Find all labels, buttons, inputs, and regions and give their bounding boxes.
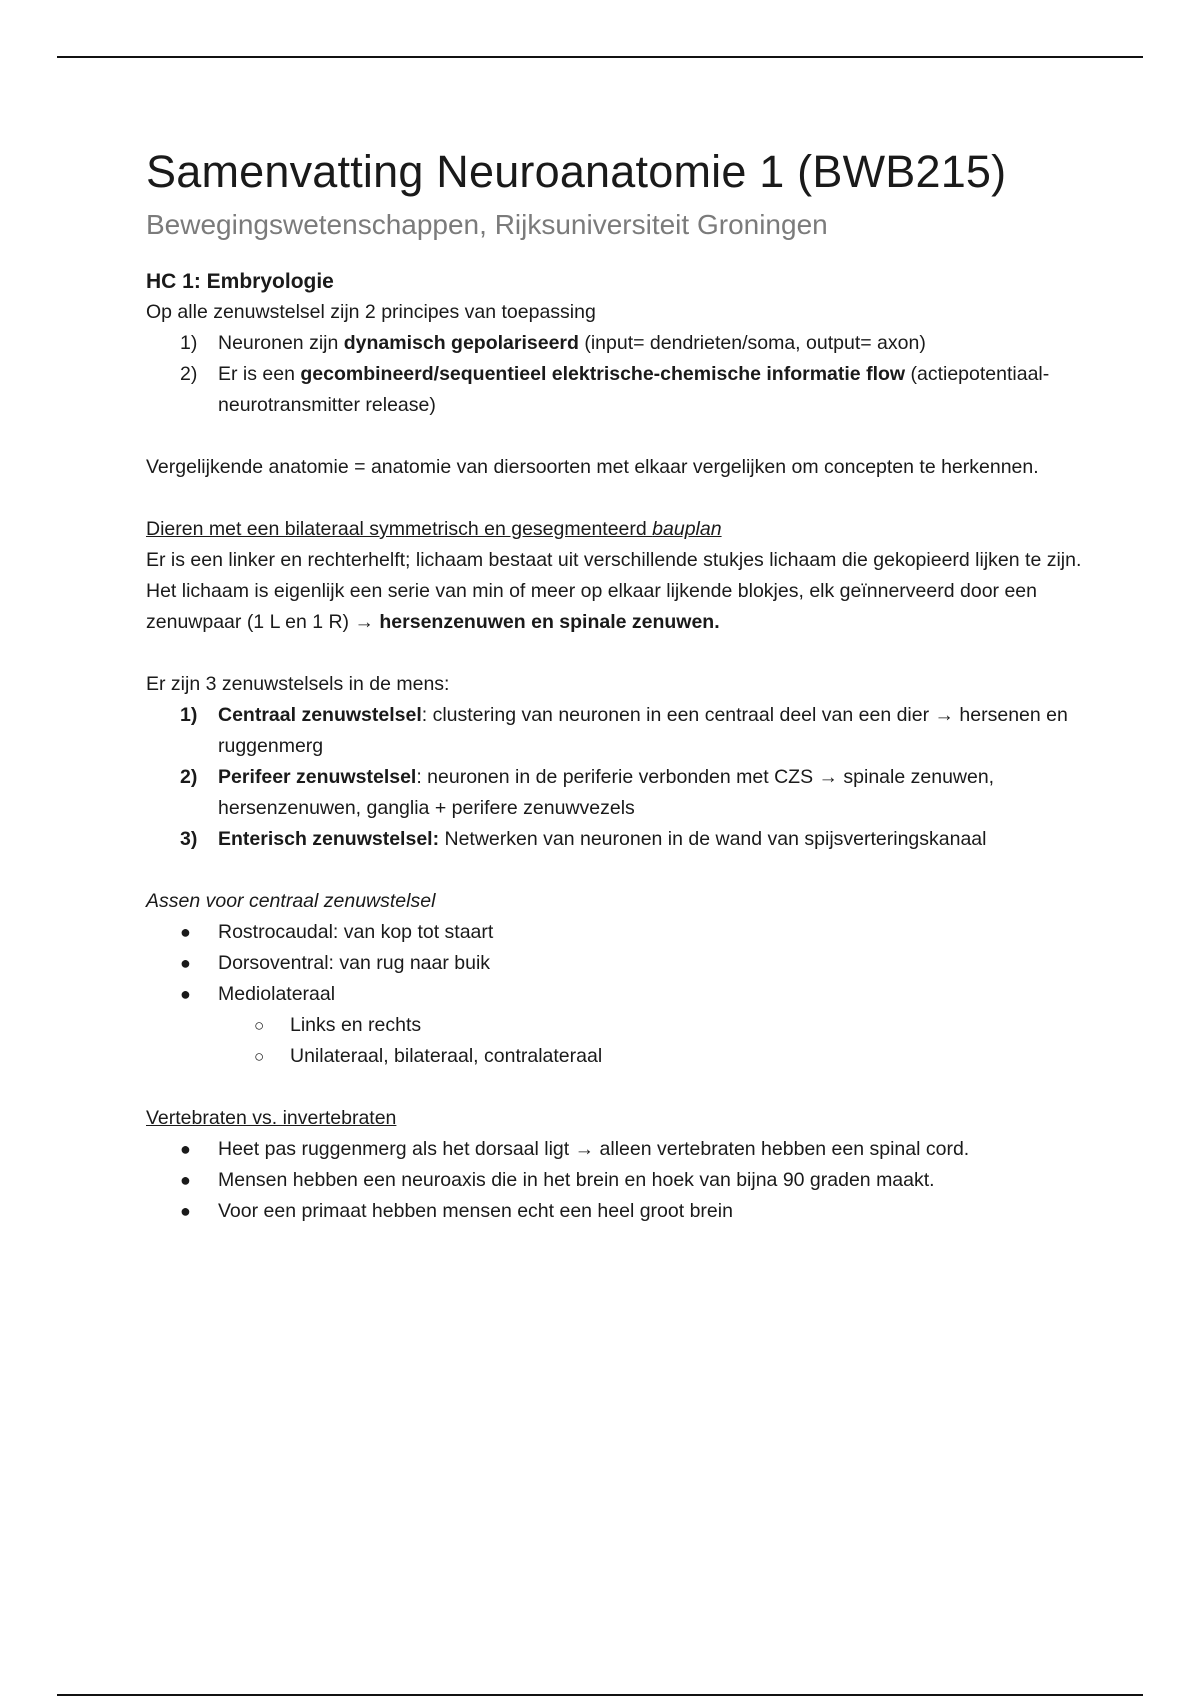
section-heading-hc1: HC 1: Embryologie (146, 270, 334, 293)
list-item (146, 1196, 1096, 1227)
spacer (146, 421, 1096, 452)
system-item (146, 762, 1096, 824)
system-desc: Netwerken van neuronen in de wand van spijsverteringskanaal (439, 828, 987, 850)
bullet-icon: ● (180, 1139, 191, 1159)
system-name: Enterisch zenuwstelsel: (218, 828, 440, 850)
system-item (146, 824, 1096, 855)
bauplan-heading-italic: bauplan (652, 518, 722, 540)
principle-item (146, 359, 1096, 421)
bullet-icon: ● (180, 1170, 191, 1190)
bauplan-heading (146, 514, 1096, 545)
list-item-text: Unilateraal, bilateraal, contralateraal (290, 1045, 603, 1067)
principle-text: Er is een (218, 363, 301, 385)
system-desc: : clustering van neuronen in een centraal deel van een dier → hersenen en ruggenmerg (218, 704, 1068, 757)
list-number: 1) (180, 704, 198, 726)
vertebrates-heading: Vertebraten vs. invertebraten (146, 1107, 397, 1129)
sub-list-item (146, 1010, 1096, 1041)
list-number: 2) (180, 363, 198, 385)
principle-text: Neuronen zijn (218, 332, 344, 354)
list-item-text: Dorsoventral: van rug naar buik (218, 952, 491, 974)
system-name: Perifeer zenuwstelsel (218, 766, 417, 788)
list-item-text: Voor een primaat hebben mensen echt een heel groot brein (218, 1200, 733, 1222)
principle-text: (actiepotentiaal-neurotransmitter release) (218, 363, 1050, 416)
system-item (146, 700, 1096, 762)
comparative-anatomy: Vergelijkende anatomie = anatomie van diersoorten met elkaar vergelijken om concepten te herkennen. (146, 456, 1039, 478)
bullet-icon: ● (180, 1201, 191, 1221)
list-item-text: Mensen hebben een neuroaxis die in het brein en hoek van bijna 90 graden maakt. (218, 1169, 935, 1191)
principle-item (146, 328, 1096, 359)
principle-bold: gecombineerd/sequentieel elektrische-chemische informatie flow (300, 363, 906, 385)
list-item (146, 948, 1096, 979)
list-number: 3) (180, 828, 198, 850)
bottom-rule (57, 1694, 1143, 1696)
bauplan-heading-text: Dieren met een bilateraal symmetrisch en gesegmenteerd (146, 518, 653, 540)
list-item (146, 1165, 1096, 1196)
systems-intro: Er zijn 3 zenuwstelsels in de mens: (146, 673, 450, 695)
vertebrates-list (146, 1134, 1096, 1227)
bullet-icon: ● (180, 922, 191, 942)
principles-list (146, 328, 1096, 421)
bauplan-paragraph: Er is een linker en rechterhelft; lichaam bestaat uit verschillende stukjes lichaam die gekopieerd lijken te zijn. Het lichaam is eigenlijk een serie van min of meer op elkaar lijkende blokjes, elk geïnnerveerd door een zenuwpaar (1 L en 1 R) → (146, 549, 1082, 633)
list-item (146, 979, 1096, 1010)
document-subtitle: Bewegingswetenschappen, Rijksuniversiteit Groningen (146, 209, 828, 240)
top-rule (57, 56, 1143, 58)
systems-list (146, 700, 1096, 855)
sub-list-item (146, 1041, 1096, 1072)
list-item-text: Heet pas ruggenmerg als het dorsaal ligt → alleen vertebraten hebben een spinal cord. (218, 1138, 970, 1160)
axes-heading (146, 886, 1096, 917)
document-body (146, 266, 1096, 1227)
bullet-icon: ● (180, 953, 191, 973)
document-page (146, 140, 1096, 1227)
list-item (146, 1134, 1096, 1165)
axes-heading-text: Assen voor centraal zenuwstelsel (146, 890, 436, 912)
hc1-intro: Op alle zenuwstelsel zijn 2 principes van toepassing (146, 301, 596, 323)
list-item-text: Links en rechts (290, 1014, 422, 1036)
spacer (146, 855, 1096, 886)
principle-bold: dynamisch gepolariseerd (343, 332, 579, 354)
spacer (146, 1072, 1096, 1103)
system-desc: : neuronen in de periferie verbonden met CZS → spinale zenuwen, hersenzenuwen, ganglia + perifere zenuwvezels (218, 766, 995, 819)
list-item-text: Mediolateraal (218, 983, 336, 1005)
circle-bullet-icon: ○ (254, 1047, 265, 1066)
list-item (146, 917, 1096, 948)
bauplan-text (146, 545, 1096, 638)
document-title: Samenvatting Neuroanatomie 1 (BWB215) (146, 146, 1007, 197)
principle-text: (input= dendrieten/soma, output= axon) (578, 332, 926, 354)
bauplan-bold: hersenzenuwen en spinale zenuwen. (379, 611, 720, 633)
spacer (146, 638, 1096, 669)
list-item-text: Rostrocaudal: van kop tot staart (218, 921, 494, 943)
circle-bullet-icon: ○ (254, 1016, 265, 1035)
system-name: Centraal zenuwstelsel (218, 704, 422, 726)
axes-list (146, 917, 1096, 1072)
list-number: 2) (180, 766, 198, 788)
list-number: 1) (180, 332, 198, 354)
bullet-icon: ● (180, 984, 191, 1004)
spacer (146, 483, 1096, 514)
